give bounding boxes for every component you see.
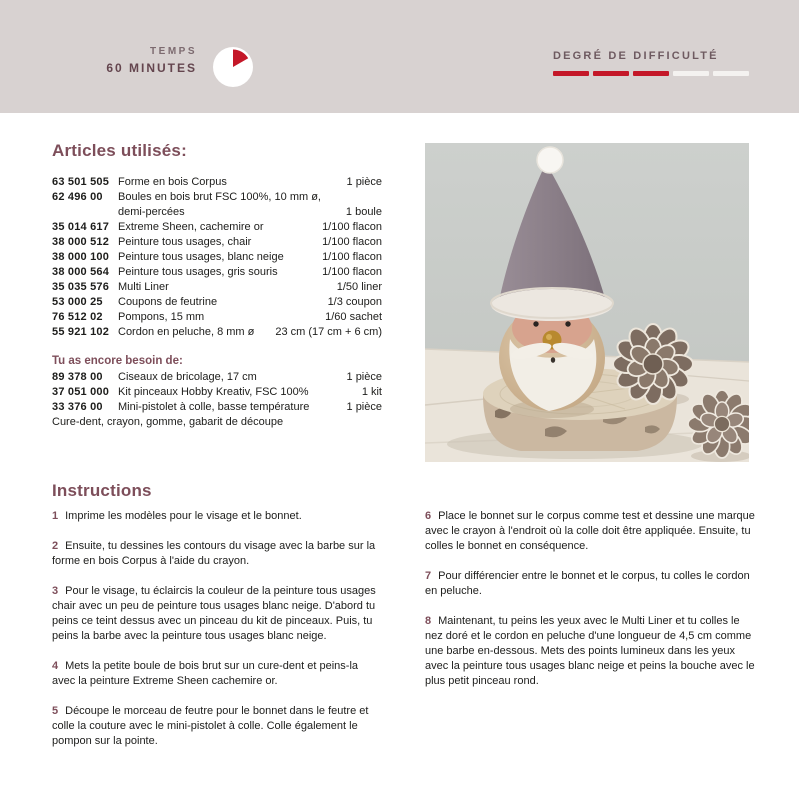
article-code: 53 000 25: [52, 296, 103, 308]
instruction-step: [52, 659, 384, 689]
article-row: [52, 295, 382, 310]
instructions-column-left: [52, 509, 384, 764]
also-need-note: Cure-dent, crayon, gomme, gabarit de découpe: [52, 416, 284, 428]
step-text: Ensuite, tu dessines les contours du visage avec la barbe sur la forme en bois Corpus à l'aide du crayon.: [52, 540, 376, 567]
article-row: [52, 220, 382, 235]
difficulty-segment-filled: [593, 71, 629, 76]
instruction-step: [52, 584, 384, 644]
instruction-step: [425, 569, 757, 599]
article-row: [52, 265, 382, 280]
article-desc: Boules en bois brut FSC 100%, 10 mm ø, demi-percées: [118, 191, 321, 218]
header-band: [0, 0, 799, 113]
article-qty: 1/100 flacon: [322, 221, 382, 233]
article-code: 62 496 00: [52, 191, 103, 203]
article-code: 38 000 564: [52, 266, 110, 278]
instruction-step: [52, 539, 384, 569]
article-code: 89 378 00: [52, 371, 103, 383]
article-qty: 1/100 flacon: [322, 251, 382, 263]
instruction-step: [52, 509, 384, 524]
article-qty: 1/60 sachet: [325, 311, 382, 323]
step-number: 1: [52, 510, 59, 522]
step-text: Mets la petite boule de bois brut sur un cure-dent et peins-la avec la peinture Extreme Sheen cachemire or.: [52, 660, 359, 687]
also-need-row: [52, 385, 382, 400]
article-desc: Peinture tous usages, chair: [118, 236, 252, 248]
article-desc: Ciseaux de bricolage, 17 cm: [118, 371, 257, 383]
clock-pie-icon: [212, 46, 254, 88]
difficulty-meter: [553, 71, 749, 76]
step-text: Maintenant, tu peins les yeux avec le Multi Liner et tu colles le nez doré et le cordon en peluche d'une longueur de 4,5 cm comme une barbe en-dessous. Mets des points lumineux dans les yeux avec la peinture tous usages blanc neige et peins la bouche avec le plus petit pinceau rond.: [425, 615, 755, 687]
article-row: [52, 325, 382, 340]
difficulty-label: DEGRÉ DE DIFFICULTÉ: [553, 50, 719, 62]
article-qty: 1/3 coupon: [327, 296, 382, 308]
article-desc: Extreme Sheen, cachemire or: [118, 221, 264, 233]
step-number: 8: [425, 615, 432, 627]
article-row: [52, 310, 382, 325]
article-row: [52, 175, 382, 190]
instructions-column-right: [425, 509, 757, 704]
instruction-step: [425, 614, 757, 689]
article-code: 38 000 100: [52, 251, 110, 263]
article-code: 55 921 102: [52, 326, 110, 338]
article-code: 76 512 02: [52, 311, 103, 323]
difficulty-block: [553, 50, 749, 76]
article-code: 38 000 512: [52, 236, 110, 248]
articles-section: [52, 141, 382, 430]
instruction-step: [425, 509, 757, 554]
article-desc: Peinture tous usages, blanc neige: [118, 251, 284, 263]
step-text: Pour différencier entre le bonnet et le corpus, tu colles le cordon en peluche.: [425, 570, 750, 597]
article-code: 35 014 617: [52, 221, 110, 233]
article-desc: Forme en bois Corpus: [118, 176, 227, 188]
step-text: Découpe le morceau de feutre pour le bonnet dans le feutre et colle la couture avec le mini-pistolet à colle. Colle également le pompon sur la pointe.: [52, 705, 369, 747]
step-text: Place le bonnet sur le corpus comme test et dessine une marque avec le crayon à l'endroit où la colle doit être appliquée. Ensuite, tu colles le bonnet en conséquence.: [425, 510, 755, 552]
article-code: 37 051 000: [52, 386, 110, 398]
article-qty: 23 cm (17 cm + 6 cm): [275, 326, 382, 338]
step-text: Imprime les modèles pour le visage et le bonnet.: [65, 510, 302, 522]
step-number: 6: [425, 510, 432, 522]
difficulty-segment-empty: [673, 71, 709, 76]
article-qty: 1 boule: [345, 206, 382, 218]
article-desc: Mini-pistolet à colle, basse température: [118, 401, 310, 413]
time-value: 60 MINUTES: [106, 61, 197, 75]
step-number: 5: [52, 705, 59, 717]
article-row: [52, 250, 382, 265]
article-qty: 1 pièce: [346, 401, 382, 413]
article-desc: Coupons de feutrine: [118, 296, 218, 308]
article-row: [52, 235, 382, 250]
article-desc: Cordon en peluche, 8 mm ø: [118, 326, 255, 338]
also-need-row: [52, 370, 382, 385]
also-need-heading: Tu as encore besoin de:: [52, 355, 183, 367]
article-desc: Multi Liner: [118, 281, 169, 293]
article-row: [52, 190, 382, 220]
article-qty: 1/100 flacon: [322, 266, 382, 278]
article-qty: 1 kit: [361, 386, 382, 398]
time-label: TEMPS: [150, 46, 197, 57]
step-number: 7: [425, 570, 432, 582]
instructions-heading: Instructions: [52, 481, 152, 500]
step-number: 2: [52, 540, 59, 552]
difficulty-segment-empty: [713, 71, 749, 76]
article-desc: Kit pinceaux Hobby Kreativ, FSC 100%: [118, 386, 309, 398]
step-number: 3: [52, 585, 59, 597]
article-qty: 1 pièce: [346, 176, 382, 188]
also-need-row: [52, 400, 382, 415]
articles-heading: Articles utilisés:: [52, 141, 187, 160]
article-code: 63 501 505: [52, 176, 110, 188]
difficulty-segment-filled: [553, 71, 589, 76]
step-number: 4: [52, 660, 59, 672]
article-code: 33 376 00: [52, 401, 103, 413]
article-qty: 1 pièce: [346, 371, 382, 383]
article-code: 35 035 576: [52, 281, 110, 293]
article-row: [52, 280, 382, 295]
article-desc: Pompons, 15 mm: [118, 311, 205, 323]
article-desc: Peinture tous usages, gris souris: [118, 266, 278, 278]
instruction-step: [52, 704, 384, 749]
time-block: [106, 46, 197, 75]
project-photo: [425, 143, 749, 462]
step-text: Pour le visage, tu éclaircis la couleur de la peinture tous usages chair avec un peu de peinture tous usages blanc neige. D'abord tu peins ce teint dessus avec un pinceau du kit de pinceaux. Puis, tu peins la barbe avec la peinture tous usages blanc neige.: [52, 585, 376, 642]
article-qty: 1/100 flacon: [322, 236, 382, 248]
difficulty-segment-filled: [633, 71, 669, 76]
article-qty: 1/50 liner: [336, 281, 382, 293]
